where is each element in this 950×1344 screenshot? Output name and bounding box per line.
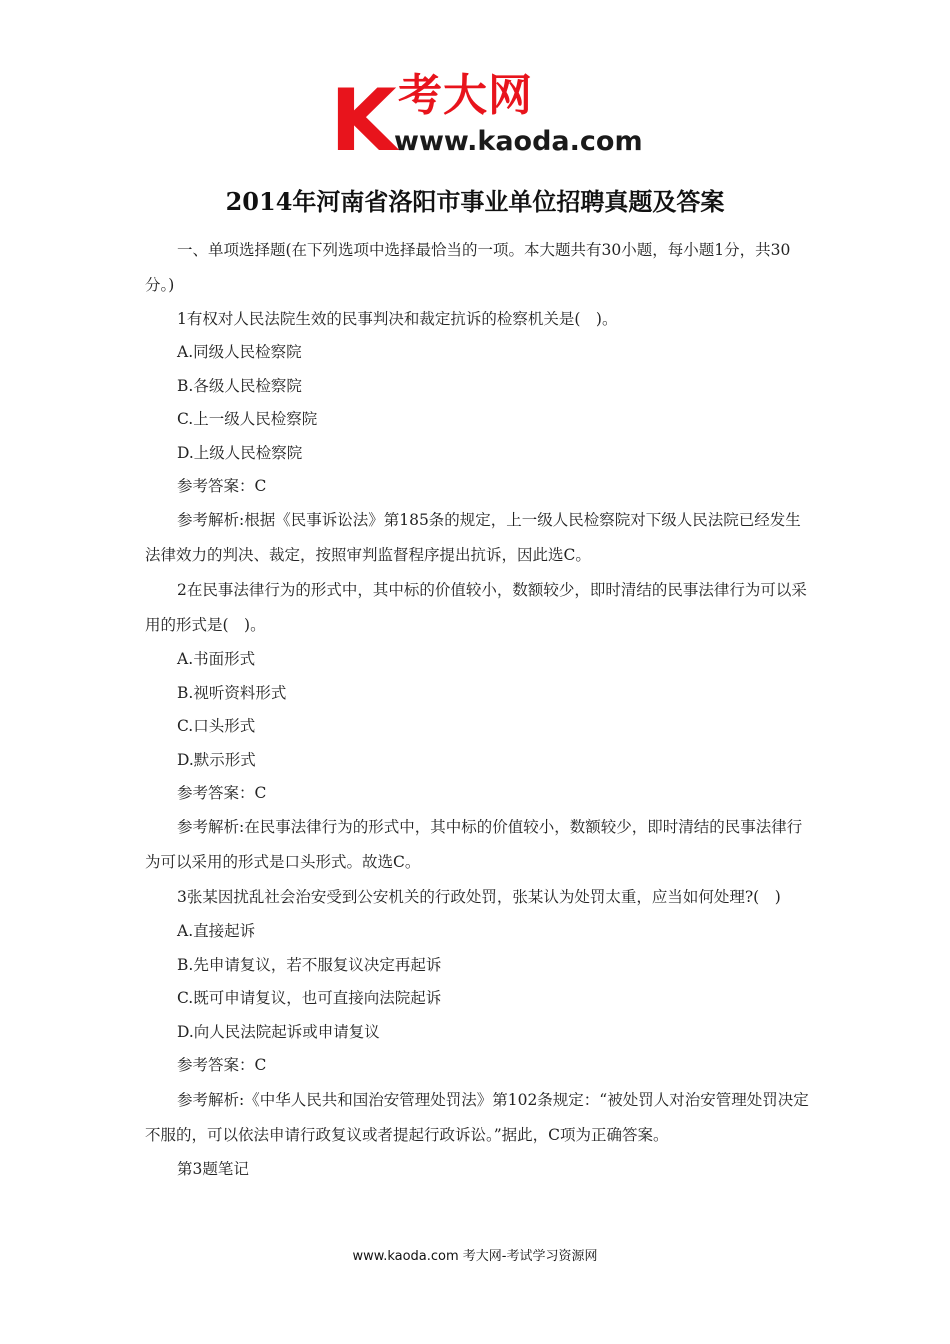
page-footer: www.kaoda.com 考大网-考试学习资源网 xyxy=(352,1249,598,1264)
question-3-analysis: 参考解析:《中华人民共和国治安管理处罚法》第102条规定：“被处罚人对治安管理处罚决定不服的，可以依法申请行政复议或者提起行政诉讼。”据此，C项为正确答案。 xyxy=(145,1090,809,1144)
question-2-answer: 参考答案：C xyxy=(177,784,267,803)
question-2-option-c: C.口头形式 xyxy=(177,717,256,736)
question-3-stem: 3张某因扰乱社会治安受到公安机关的行政处罚，张某认为处罚太重，应当如何处理?( ) xyxy=(177,888,781,907)
question-2-stem: 2在民事法律行为的形式中，其中标的价值较小，数额较少，即时清结的民事法律行为可以采用的形式是( )。 xyxy=(145,581,807,635)
document-body xyxy=(145,233,813,1186)
question-3-option-b: B.先申请复议，若不服复议决定再起诉 xyxy=(177,955,442,974)
kaoda-logo xyxy=(330,70,660,171)
question-1-option-b: B.各级人民检察院 xyxy=(177,376,302,395)
question-1-option-c: C.上一级人民检察院 xyxy=(177,410,318,429)
logo-url: www.kaoda.com xyxy=(394,126,643,157)
question-2-option-d: D.默示形式 xyxy=(177,750,256,769)
question-3-option-c: C.既可申请复议，也可直接向法院起诉 xyxy=(177,989,442,1008)
question-1-answer: 参考答案：C xyxy=(177,477,267,496)
question-1-option-d: D.上级人民检察院 xyxy=(177,443,303,462)
question-3-option-d: D.向人民法院起诉或申请复议 xyxy=(177,1022,380,1041)
question-1-option-a: A.同级人民检察院 xyxy=(177,343,302,362)
question-2-option-a: A.书面形式 xyxy=(177,650,256,669)
question-1-stem: 1有权对人民法院生效的民事判决和裁定抗诉的检察机关是( )。 xyxy=(177,310,618,328)
logo-k-mark: K xyxy=(330,71,393,171)
question-3-note: 第3题笔记 xyxy=(177,1159,249,1178)
question-3-option-a: A.直接起诉 xyxy=(177,922,256,941)
question-3-answer: 参考答案：C xyxy=(177,1056,267,1075)
logo-brand-name: 考大网 xyxy=(398,70,533,121)
question-2-analysis: 参考解析:在民事法律行为的形式中，其中标的价值较小，数额较少，即时清结的民事法律行为可以采用的形式是口头形式。故选C。 xyxy=(145,818,803,872)
question-1-analysis: 参考解析:根据《民事诉讼法》第185条的规定，上一级人民检察院对下级人民法院已经发生法律效力的判决、裁定，按照审判监督程序提出抗诉，因此选C。 xyxy=(145,511,801,565)
question-2-option-b: B.视听资料形式 xyxy=(177,683,287,702)
section-heading: 一、单项选择题(在下列选项中选择最恰当的一项。本大题共有30小题，每小题1分，共30分。) xyxy=(145,241,791,294)
document-title: 2014年河南省洛阳市事业单位招聘真题及答案 xyxy=(225,187,725,216)
